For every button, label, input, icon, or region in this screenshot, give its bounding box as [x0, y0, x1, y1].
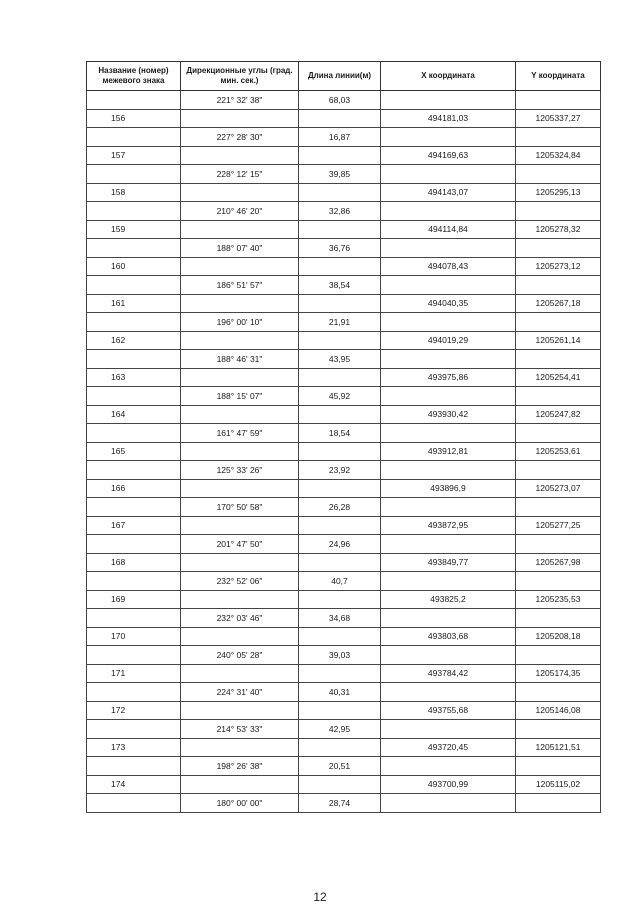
point-name: 159: [87, 220, 181, 239]
segment-x-cell: [381, 461, 516, 480]
point-name: 163: [87, 368, 181, 387]
segment-point-cell: [87, 424, 181, 443]
header-line-length: Длина линии(м): [299, 62, 381, 91]
segment-row: [87, 313, 601, 332]
segment-angle: 188° 46' 31": [181, 350, 299, 369]
point-y-coordinate: 1205277,25: [516, 516, 601, 535]
header-x-coordinate: X координата: [381, 62, 516, 91]
segment-length: 18,54: [299, 424, 381, 443]
point-y-coordinate: 1205174,35: [516, 664, 601, 683]
point-y-coordinate: 1205115,02: [516, 775, 601, 794]
segment-x-cell: [381, 498, 516, 517]
point-angle-cell: [181, 442, 299, 461]
point-length-cell: [299, 775, 381, 794]
point-row: [87, 294, 601, 313]
point-row: [87, 627, 601, 646]
point-x-coordinate: 494019,29: [381, 331, 516, 350]
segment-x-cell: [381, 424, 516, 443]
segment-angle: 227° 28' 30": [181, 128, 299, 147]
point-y-coordinate: 1205267,18: [516, 294, 601, 313]
segment-length: 68,03: [299, 91, 381, 110]
segment-y-cell: [516, 609, 601, 628]
segment-angle: 125° 33' 26": [181, 461, 299, 480]
segment-y-cell: [516, 128, 601, 147]
point-x-coordinate: 493912,81: [381, 442, 516, 461]
segment-length: 20,51: [299, 757, 381, 776]
point-x-coordinate: 493700,99: [381, 775, 516, 794]
segment-y-cell: [516, 165, 601, 184]
segment-row: [87, 202, 601, 221]
segment-x-cell: [381, 350, 516, 369]
segment-point-cell: [87, 461, 181, 480]
point-row: [87, 701, 601, 720]
segment-row: [87, 535, 601, 554]
page-number: 12: [313, 890, 327, 904]
point-length-cell: [299, 405, 381, 424]
segment-y-cell: [516, 646, 601, 665]
table-header-row: [87, 62, 601, 91]
segment-row: [87, 498, 601, 517]
point-row: [87, 553, 601, 572]
segment-point-cell: [87, 350, 181, 369]
segment-angle: 214° 53' 33": [181, 720, 299, 739]
point-y-coordinate: 1205267,98: [516, 553, 601, 572]
segment-y-cell: [516, 535, 601, 554]
point-name: 164: [87, 405, 181, 424]
header-direction-angle: Дирекционные углы (град. мин. сек.): [181, 62, 299, 91]
segment-point-cell: [87, 165, 181, 184]
point-name: 169: [87, 590, 181, 609]
point-angle-cell: [181, 294, 299, 313]
point-angle-cell: [181, 664, 299, 683]
segment-length: 28,74: [299, 794, 381, 813]
segment-x-cell: [381, 794, 516, 813]
point-name: 173: [87, 738, 181, 757]
point-name: 171: [87, 664, 181, 683]
point-x-coordinate: 494040,35: [381, 294, 516, 313]
segment-length: 21,91: [299, 313, 381, 332]
segment-row: [87, 424, 601, 443]
segment-x-cell: [381, 202, 516, 221]
segment-x-cell: [381, 91, 516, 110]
point-x-coordinate: 493872,95: [381, 516, 516, 535]
point-x-coordinate: 493896,9: [381, 479, 516, 498]
segment-point-cell: [87, 498, 181, 517]
segment-length: 42,95: [299, 720, 381, 739]
segment-y-cell: [516, 757, 601, 776]
segment-y-cell: [516, 276, 601, 295]
segment-y-cell: [516, 424, 601, 443]
point-y-coordinate: 1205254,41: [516, 368, 601, 387]
point-row: [87, 442, 601, 461]
segment-point-cell: [87, 91, 181, 110]
segment-y-cell: [516, 91, 601, 110]
point-row: [87, 479, 601, 498]
segment-point-cell: [87, 202, 181, 221]
segment-point-cell: [87, 276, 181, 295]
point-x-coordinate: 493784,42: [381, 664, 516, 683]
segment-row: [87, 239, 601, 258]
segment-y-cell: [516, 313, 601, 332]
segment-x-cell: [381, 683, 516, 702]
segment-length: 34,68: [299, 609, 381, 628]
point-name: 168: [87, 553, 181, 572]
segment-x-cell: [381, 572, 516, 591]
point-name: 160: [87, 257, 181, 276]
point-y-coordinate: 1205253,61: [516, 442, 601, 461]
segment-angle: 240° 05' 28": [181, 646, 299, 665]
segment-row: [87, 276, 601, 295]
point-name: 172: [87, 701, 181, 720]
point-row: [87, 146, 601, 165]
segment-angle: 210° 46' 20": [181, 202, 299, 221]
segment-y-cell: [516, 794, 601, 813]
point-x-coordinate: 493803,68: [381, 627, 516, 646]
point-row: [87, 220, 601, 239]
segment-x-cell: [381, 239, 516, 258]
segment-length: 43,95: [299, 350, 381, 369]
segment-point-cell: [87, 313, 181, 332]
point-row: [87, 775, 601, 794]
point-x-coordinate: 493755,68: [381, 701, 516, 720]
segment-length: 39,03: [299, 646, 381, 665]
point-x-coordinate: 494078,43: [381, 257, 516, 276]
segment-angle: 201° 47' 50": [181, 535, 299, 554]
point-angle-cell: [181, 405, 299, 424]
point-length-cell: [299, 257, 381, 276]
point-y-coordinate: 1205146,08: [516, 701, 601, 720]
point-x-coordinate: 493975,86: [381, 368, 516, 387]
point-row: [87, 183, 601, 202]
segment-point-cell: [87, 128, 181, 147]
point-x-coordinate: 494169,63: [381, 146, 516, 165]
point-name: 158: [87, 183, 181, 202]
segment-length: 24,96: [299, 535, 381, 554]
point-length-cell: [299, 627, 381, 646]
table-body: [87, 91, 601, 813]
point-x-coordinate: 493930,42: [381, 405, 516, 424]
segment-point-cell: [87, 646, 181, 665]
segment-y-cell: [516, 683, 601, 702]
segment-angle: 188° 07' 40": [181, 239, 299, 258]
point-y-coordinate: 1205324,84: [516, 146, 601, 165]
segment-length: 26,28: [299, 498, 381, 517]
segment-y-cell: [516, 239, 601, 258]
point-y-coordinate: 1205121,51: [516, 738, 601, 757]
segment-point-cell: [87, 572, 181, 591]
point-y-coordinate: 1205261,14: [516, 331, 601, 350]
point-angle-cell: [181, 183, 299, 202]
segment-row: [87, 683, 601, 702]
point-row: [87, 368, 601, 387]
point-length-cell: [299, 701, 381, 720]
segment-length: 36,76: [299, 239, 381, 258]
point-name: 174: [87, 775, 181, 794]
point-x-coordinate: 493849,77: [381, 553, 516, 572]
segment-x-cell: [381, 757, 516, 776]
point-length-cell: [299, 664, 381, 683]
segment-angle: 232° 52' 06": [181, 572, 299, 591]
point-length-cell: [299, 442, 381, 461]
point-row: [87, 405, 601, 424]
segment-row: [87, 91, 601, 110]
point-y-coordinate: 1205208,18: [516, 627, 601, 646]
point-angle-cell: [181, 331, 299, 350]
point-y-coordinate: 1205235,53: [516, 590, 601, 609]
point-length-cell: [299, 516, 381, 535]
segment-length: 40,7: [299, 572, 381, 591]
header-y-coordinate: Y координата: [516, 62, 601, 91]
point-row: [87, 738, 601, 757]
point-length-cell: [299, 331, 381, 350]
boundary-coordinates-table: [86, 61, 601, 813]
point-length-cell: [299, 183, 381, 202]
segment-angle: 161° 47' 59": [181, 424, 299, 443]
segment-point-cell: [87, 683, 181, 702]
point-angle-cell: [181, 701, 299, 720]
segment-y-cell: [516, 387, 601, 406]
segment-row: [87, 794, 601, 813]
point-length-cell: [299, 368, 381, 387]
point-angle-cell: [181, 775, 299, 794]
segment-y-cell: [516, 350, 601, 369]
point-x-coordinate: 494114,84: [381, 220, 516, 239]
segment-y-cell: [516, 720, 601, 739]
point-y-coordinate: 1205273,07: [516, 479, 601, 498]
segment-angle: 188° 15' 07": [181, 387, 299, 406]
point-x-coordinate: 493825,2: [381, 590, 516, 609]
point-length-cell: [299, 109, 381, 128]
point-x-coordinate: 494181,03: [381, 109, 516, 128]
point-length-cell: [299, 146, 381, 165]
segment-x-cell: [381, 387, 516, 406]
point-row: [87, 109, 601, 128]
point-angle-cell: [181, 109, 299, 128]
point-y-coordinate: 1205247,82: [516, 405, 601, 424]
point-angle-cell: [181, 516, 299, 535]
point-y-coordinate: 1205273,12: [516, 257, 601, 276]
segment-point-cell: [87, 609, 181, 628]
point-angle-cell: [181, 257, 299, 276]
segment-row: [87, 757, 601, 776]
segment-y-cell: [516, 498, 601, 517]
segment-point-cell: [87, 757, 181, 776]
point-name: 157: [87, 146, 181, 165]
point-name: 161: [87, 294, 181, 313]
segment-point-cell: [87, 535, 181, 554]
segment-y-cell: [516, 572, 601, 591]
point-name: 170: [87, 627, 181, 646]
point-y-coordinate: 1205295,13: [516, 183, 601, 202]
segment-row: [87, 350, 601, 369]
segment-length: 16,87: [299, 128, 381, 147]
segment-point-cell: [87, 720, 181, 739]
point-length-cell: [299, 738, 381, 757]
segment-x-cell: [381, 313, 516, 332]
segment-x-cell: [381, 128, 516, 147]
point-length-cell: [299, 220, 381, 239]
point-length-cell: [299, 590, 381, 609]
segment-point-cell: [87, 387, 181, 406]
segment-angle: 186° 51' 57": [181, 276, 299, 295]
point-name: 162: [87, 331, 181, 350]
segment-length: 32,86: [299, 202, 381, 221]
segment-row: [87, 128, 601, 147]
point-angle-cell: [181, 368, 299, 387]
boundary-table-container: [86, 61, 600, 813]
segment-x-cell: [381, 720, 516, 739]
segment-x-cell: [381, 276, 516, 295]
point-angle-cell: [181, 627, 299, 646]
point-y-coordinate: 1205278,32: [516, 220, 601, 239]
segment-angle: 228° 12' 15": [181, 165, 299, 184]
header-point-name: Название (номер) межевого знака: [87, 62, 181, 91]
segment-length: 40,31: [299, 683, 381, 702]
segment-row: [87, 720, 601, 739]
segment-x-cell: [381, 535, 516, 554]
point-x-coordinate: 493720,45: [381, 738, 516, 757]
segment-angle: 170° 50' 58": [181, 498, 299, 517]
segment-x-cell: [381, 646, 516, 665]
point-name: 166: [87, 479, 181, 498]
point-length-cell: [299, 553, 381, 572]
segment-row: [87, 461, 601, 480]
point-angle-cell: [181, 738, 299, 757]
segment-y-cell: [516, 202, 601, 221]
point-name: 165: [87, 442, 181, 461]
point-name: 167: [87, 516, 181, 535]
point-row: [87, 257, 601, 276]
segment-x-cell: [381, 165, 516, 184]
point-angle-cell: [181, 220, 299, 239]
point-name: 156: [87, 109, 181, 128]
point-length-cell: [299, 294, 381, 313]
point-row: [87, 331, 601, 350]
point-row: [87, 664, 601, 683]
point-angle-cell: [181, 553, 299, 572]
segment-row: [87, 387, 601, 406]
point-angle-cell: [181, 590, 299, 609]
point-angle-cell: [181, 146, 299, 165]
point-length-cell: [299, 479, 381, 498]
point-y-coordinate: 1205337,27: [516, 109, 601, 128]
segment-angle: 232° 03' 46": [181, 609, 299, 628]
segment-row: [87, 609, 601, 628]
segment-row: [87, 572, 601, 591]
segment-length: 38,54: [299, 276, 381, 295]
segment-angle: 198° 26' 38": [181, 757, 299, 776]
segment-length: 23,92: [299, 461, 381, 480]
segment-angle: 221° 32' 38": [181, 91, 299, 110]
segment-angle: 224° 31' 40": [181, 683, 299, 702]
point-row: [87, 516, 601, 535]
segment-point-cell: [87, 794, 181, 813]
segment-point-cell: [87, 239, 181, 258]
segment-angle: 196° 00' 10": [181, 313, 299, 332]
segment-y-cell: [516, 461, 601, 480]
point-x-coordinate: 494143,07: [381, 183, 516, 202]
segment-length: 39,85: [299, 165, 381, 184]
segment-length: 45,92: [299, 387, 381, 406]
segment-row: [87, 165, 601, 184]
segment-angle: 180° 00' 00": [181, 794, 299, 813]
point-row: [87, 590, 601, 609]
point-angle-cell: [181, 479, 299, 498]
segment-row: [87, 646, 601, 665]
segment-x-cell: [381, 609, 516, 628]
